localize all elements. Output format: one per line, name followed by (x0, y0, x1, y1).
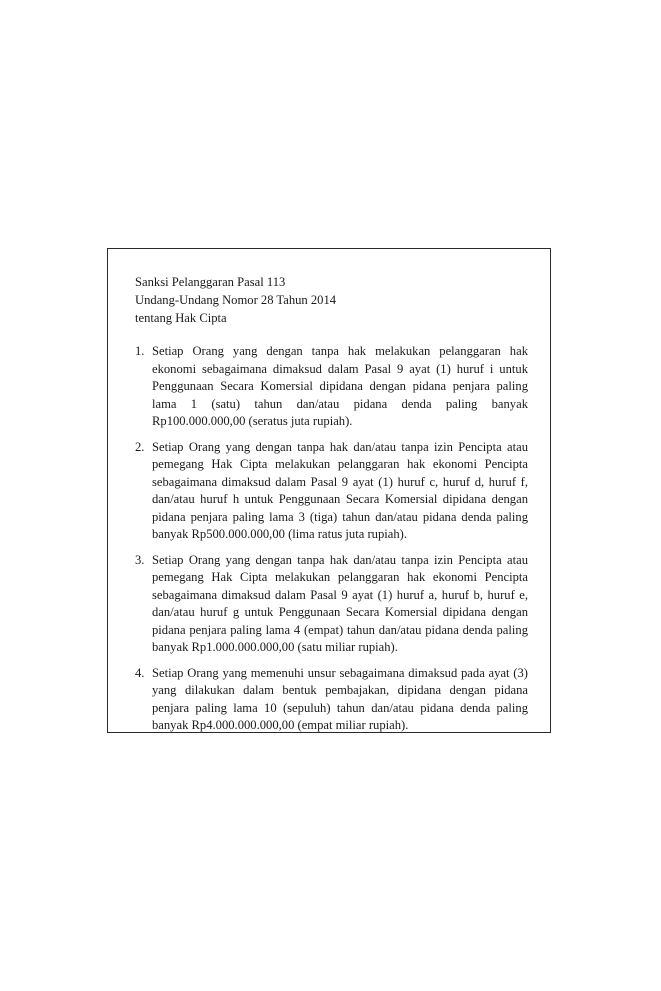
sanction-heading (135, 273, 528, 327)
list-item (135, 665, 528, 735)
item-number: 4. (135, 665, 145, 680)
item-number: 2. (135, 439, 145, 454)
item-number: 1. (135, 344, 145, 358)
list-item (135, 552, 528, 657)
item-text: Setiap Orang yang dengan tanpa hak dan/atau tanpa izin Pencipta atau pemegang Hak Cipta melakukan pelanggaran hak ekonomi Pencipta sebagaimana dimaksud dalam Pasal 9 ayat (1) huruf a, huruf b, huruf e, dan/atau huruf g untuk Penggunaan Secara Komersial dipidana dengan pidana penjara paling lama 4 (empat) tahun dan/atau pidana denda paling banyak Rp1.000.000.000,00 (satu miliar rupiah). (152, 552, 528, 654)
list-item (135, 343, 528, 431)
list-item (135, 439, 528, 544)
sanction-list (135, 343, 528, 735)
heading-line-1: Sanksi Pelanggaran Pasal 113 (135, 275, 286, 289)
copyright-sanction-box (107, 248, 551, 733)
item-text: Setiap Orang yang dengan tanpa hak dan/atau tanpa izin Pencipta atau pemegang Hak Cipta melakukan pelanggaran hak ekonomi Pencipta sebagaimana dimaksud dalam Pasal 9 ayat (1) huruf c, huruf d, huruf f, dan/atau huruf h untuk Penggunaan Secara Komersial dipidana dengan pidana penjara paling lama 3 (tiga) tahun dan/atau pidana denda paling banyak Rp500.000.000,00 (lima ratus juta rupiah). (152, 439, 528, 541)
item-number: 3. (135, 552, 145, 567)
heading-line-3: tentang Hak Cipta (135, 311, 227, 325)
heading-line-2: Undang-Undang Nomor 28 Tahun 2014 (135, 293, 337, 307)
item-text: Setiap Orang yang memenuhi unsur sebagaimana dimaksud pada ayat (3) yang dilakukan dalam bentuk pembajakan, dipidana dengan pidana penjara paling lama 10 (sepuluh) tahun dan/atau pidana denda paling banyak Rp4.000.000.000,00 (empat miliar rupiah). (152, 665, 528, 732)
item-text: Setiap Orang yang dengan tanpa hak melakukan pelanggaran hak ekonomi sebagaimana dimaksud dalam Pasal 9 ayat (1) huruf i untuk Penggunaan Secara Komersial dipidana dengan pidana penjara paling lama 1 (satu) tahun dan/atau pidana denda paling banyak Rp100.000.000,00 (seratus juta rupiah). (152, 344, 528, 428)
